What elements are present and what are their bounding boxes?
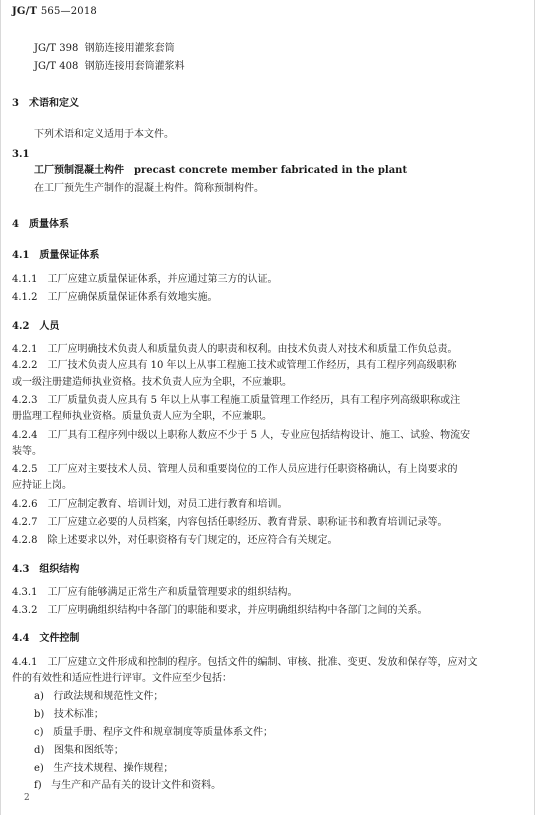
paragraph: 4.2.8 除上述要求以外，对任职资格有专门规定的，还应符合有关规定。 xyxy=(12,535,338,546)
standard-code: JG/T xyxy=(12,6,38,17)
list-item: d) 图集和图纸等； xyxy=(34,745,124,756)
paragraph: 4.3.1 工厂应有能够满足正常生产和质量管理要求的组织结构。 xyxy=(12,587,298,598)
page-edge-right xyxy=(534,0,535,815)
paragraph: 4.3.2 工厂应明确组织结构中各部门的职能和要求，并应明确组织结构中各部门之间的关系。 xyxy=(12,605,428,616)
section-heading: 4 质量体系 xyxy=(12,219,69,230)
list-item: b) 技术标准； xyxy=(34,709,104,720)
list-item: f) 与生产和产品有关的设计文件和资料。 xyxy=(34,780,222,791)
list-item: a) 行政法规和规范性文件； xyxy=(34,691,164,702)
term-definition: 在工厂预先生产制作的混凝土构件。简称预制构件。 xyxy=(34,183,264,194)
term-entry: 工厂预制混凝土构件 precast concrete member fabricated in the plant xyxy=(34,165,408,176)
page-edge-left xyxy=(0,0,1,815)
paragraph-continuation: 应持证上岗。 xyxy=(12,480,72,491)
paragraph: 下列术语和定义适用于本文件。 xyxy=(34,129,174,140)
subsection-heading: 4.2 人员 xyxy=(12,321,60,332)
paragraph: 4.1.1 工厂应建立质量保证体系，并应通过第三方的认证。 xyxy=(12,274,278,285)
standard-number: 565—2018 xyxy=(40,6,97,17)
reference-item: JG/T 398 钢筋连接用灌浆套筒 xyxy=(34,43,175,54)
subsection-heading: 4.3 组织结构 xyxy=(12,564,80,575)
paragraph: 4.4.1 工厂应建立文件形成和控制的程序。包括文件的编制、审核、批准、变更、发放和保存等，应对文 xyxy=(12,657,478,668)
paragraph: 4.2.6 工厂应制定教育、培训计划，对员工进行教育和培训。 xyxy=(12,499,288,510)
paragraph: 4.2.7 工厂应建立必要的人员档案，内容包括任职经历、教育背景、职称证书和教育培训记录等。 xyxy=(12,517,448,528)
paragraph-continuation: 或一级注册建造师执业资格。技术负责人应为全职，不应兼职。 xyxy=(12,377,292,388)
paragraph: 4.2.3 工厂质量负责人应具有 5 年以上从事工程施工质量管理工作经历，具有工程序列高级职称或注 xyxy=(12,395,461,406)
paragraph: 4.2.1 工厂应明确技术负责人和质量负责人的职责和权利。由技术负责人对技术和质量工作负总责。 xyxy=(12,344,458,355)
reference-item: JG/T 408 钢筋连接用套筒灌浆料 xyxy=(34,61,185,72)
paragraph: 4.2.4 工厂具有工程序列中级以上职称人数应不少于 5 人，专业应包括结构设计、施工、试验、物流安 xyxy=(12,430,471,441)
standard-header xyxy=(12,6,97,17)
paragraph: 4.2.5 工厂应对主要技术人员、管理人员和重要岗位的工作人员应进行任职资格确认，有上岗要求的 xyxy=(12,464,458,475)
page-number: 2 xyxy=(24,793,30,803)
paragraph: 4.1.2 工厂应确保质量保证体系有效地实施。 xyxy=(12,292,218,303)
section-heading: 3 术语和定义 xyxy=(12,98,79,109)
paragraph-continuation: 件的有效性和适应性进行评审。文件应至少包括： xyxy=(12,673,232,684)
paragraph-continuation: 装等。 xyxy=(12,446,42,457)
clause-number: 3.1 xyxy=(12,149,30,160)
paragraph: 4.2.2 工厂技术负责人应具有 10 年以上从事工程施工技术或管理工作经历，具有工程序列高级职称 xyxy=(12,360,457,371)
paragraph-continuation: 册监理工程师执业资格。质量负责人应为全职，不应兼职。 xyxy=(12,411,272,422)
subsection-heading: 4.4 文件控制 xyxy=(12,633,80,644)
list-item: e) 生产技术规程、操作规程； xyxy=(34,763,174,774)
subsection-heading: 4.1 质量保证体系 xyxy=(12,250,100,261)
list-item: c) 质量手册、程序文件和规章制度等质量体系文件； xyxy=(34,727,274,738)
